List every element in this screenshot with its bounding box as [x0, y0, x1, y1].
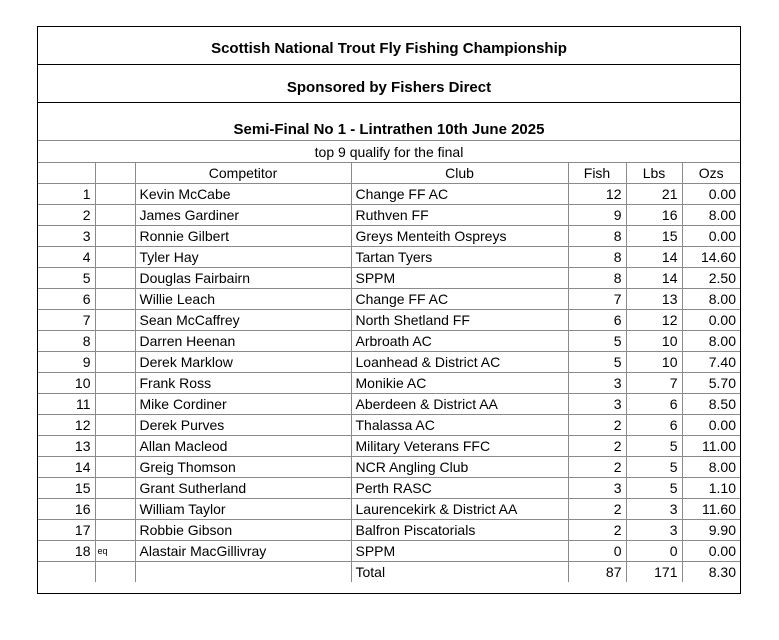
lbs-cell: 6 — [626, 415, 682, 436]
lbs-cell: 13 — [626, 289, 682, 310]
tag-cell — [95, 205, 135, 226]
results-table — [38, 163, 740, 582]
fish-cell: 3 — [568, 373, 626, 394]
position-cell: 9 — [38, 352, 95, 373]
fish-cell: 8 — [568, 226, 626, 247]
club-cell: Tartan Tyers — [351, 247, 568, 268]
competitor-cell: Alastair MacGillivray — [135, 541, 351, 562]
lbs-cell: 0 — [626, 541, 682, 562]
header-ozs: Ozs — [682, 163, 740, 184]
ozs-cell: 8.00 — [682, 205, 740, 226]
tag-cell — [95, 247, 135, 268]
table-row — [38, 289, 740, 310]
tag-cell — [95, 310, 135, 331]
position-cell: 14 — [38, 457, 95, 478]
table-row — [38, 331, 740, 352]
lbs-cell: 5 — [626, 478, 682, 499]
table-row — [38, 247, 740, 268]
total-empty-cell — [38, 562, 95, 583]
tag-cell — [95, 268, 135, 289]
position-cell: 6 — [38, 289, 95, 310]
event-title: Semi-Final No 1 - Lintrathen 10th June 2025 — [233, 121, 545, 138]
header-fish: Fish — [568, 163, 626, 184]
lbs-cell: 14 — [626, 247, 682, 268]
fish-cell: 2 — [568, 520, 626, 541]
ozs-cell: 8.50 — [682, 394, 740, 415]
competitor-cell: Grant Sutherland — [135, 478, 351, 499]
competitor-cell: Derek Purves — [135, 415, 351, 436]
ozs-cell: 14.60 — [682, 247, 740, 268]
table-row — [38, 268, 740, 289]
results-table-body — [38, 163, 740, 582]
competitor-cell: Darren Heenan — [135, 331, 351, 352]
club-cell: Ruthven FF — [351, 205, 568, 226]
sheet-title: Scottish National Trout Fly Fishing Championship — [211, 40, 567, 57]
competitor-cell: Mike Cordiner — [135, 394, 351, 415]
tag-cell — [95, 373, 135, 394]
table-row — [38, 541, 740, 562]
fish-cell: 8 — [568, 268, 626, 289]
ozs-cell: 8.00 — [682, 331, 740, 352]
table-header-row — [38, 163, 740, 184]
total-empty-cell — [135, 562, 351, 583]
position-cell: 1 — [38, 184, 95, 205]
ozs-cell: 8.00 — [682, 457, 740, 478]
tag-cell — [95, 520, 135, 541]
total-ozs: 8.30 — [682, 562, 740, 583]
table-row — [38, 184, 740, 205]
fish-cell: 2 — [568, 436, 626, 457]
table-row — [38, 478, 740, 499]
position-cell: 15 — [38, 478, 95, 499]
lbs-cell: 5 — [626, 457, 682, 478]
header-tag-cell — [95, 163, 135, 184]
tag-cell — [95, 436, 135, 457]
ozs-cell: 0.00 — [682, 310, 740, 331]
competitor-cell: William Taylor — [135, 499, 351, 520]
table-row — [38, 457, 740, 478]
total-lbs: 171 — [626, 562, 682, 583]
competitor-cell: James Gardiner — [135, 205, 351, 226]
table-row — [38, 436, 740, 457]
tag-cell — [95, 415, 135, 436]
club-cell: Military Veterans FFC — [351, 436, 568, 457]
competitor-cell: Kevin McCabe — [135, 184, 351, 205]
ozs-cell: 2.50 — [682, 268, 740, 289]
table-row — [38, 310, 740, 331]
lbs-cell: 6 — [626, 394, 682, 415]
fish-cell: 0 — [568, 541, 626, 562]
header-lbs: Lbs — [626, 163, 682, 184]
lbs-cell: 21 — [626, 184, 682, 205]
club-cell: Arbroath AC — [351, 331, 568, 352]
table-row — [38, 394, 740, 415]
club-cell: Loanhead & District AC — [351, 352, 568, 373]
lbs-cell: 5 — [626, 436, 682, 457]
table-row — [38, 352, 740, 373]
total-fish: 87 — [568, 562, 626, 583]
fish-cell: 12 — [568, 184, 626, 205]
competitor-cell: Allan Macleod — [135, 436, 351, 457]
fish-cell: 2 — [568, 457, 626, 478]
ozs-cell: 5.70 — [682, 373, 740, 394]
header-club: Club — [351, 163, 568, 184]
tag-cell — [95, 394, 135, 415]
competitor-cell: Tyler Hay — [135, 247, 351, 268]
total-empty-cell — [95, 562, 135, 583]
lbs-cell: 10 — [626, 352, 682, 373]
table-row — [38, 499, 740, 520]
fish-cell: 2 — [568, 415, 626, 436]
competitor-cell: Douglas Fairbairn — [135, 268, 351, 289]
competitor-cell: Robbie Gibson — [135, 520, 351, 541]
lbs-cell: 14 — [626, 268, 682, 289]
qualify-note-row — [38, 141, 740, 163]
position-cell: 8 — [38, 331, 95, 352]
club-cell: Laurencekirk & District AA — [351, 499, 568, 520]
tag-cell — [95, 457, 135, 478]
table-row — [38, 205, 740, 226]
club-cell: Thalassa AC — [351, 415, 568, 436]
ozs-cell: 9.90 — [682, 520, 740, 541]
club-cell: SPPM — [351, 268, 568, 289]
sheet-title-row — [38, 27, 740, 65]
competitor-cell: Frank Ross — [135, 373, 351, 394]
competitor-cell: Ronnie Gilbert — [135, 226, 351, 247]
club-cell: Change FF AC — [351, 184, 568, 205]
club-cell: Greys Menteith Ospreys — [351, 226, 568, 247]
position-cell: 16 — [38, 499, 95, 520]
position-cell: 3 — [38, 226, 95, 247]
fish-cell: 3 — [568, 394, 626, 415]
competitor-cell: Willie Leach — [135, 289, 351, 310]
position-cell: 4 — [38, 247, 95, 268]
ozs-cell: 7.40 — [682, 352, 740, 373]
competitor-cell: Derek Marklow — [135, 352, 351, 373]
total-label: Total — [351, 562, 568, 583]
position-cell: 2 — [38, 205, 95, 226]
position-cell: 11 — [38, 394, 95, 415]
tag-cell — [95, 226, 135, 247]
fish-cell: 7 — [568, 289, 626, 310]
table-row — [38, 415, 740, 436]
results-sheet — [37, 26, 741, 594]
lbs-cell: 3 — [626, 520, 682, 541]
tag-cell — [95, 499, 135, 520]
table-row — [38, 226, 740, 247]
position-cell: 17 — [38, 520, 95, 541]
ozs-cell: 11.00 — [682, 436, 740, 457]
ozs-cell: 0.00 — [682, 184, 740, 205]
lbs-cell: 10 — [626, 331, 682, 352]
header-position-cell — [38, 163, 95, 184]
club-cell: NCR Angling Club — [351, 457, 568, 478]
fish-cell: 9 — [568, 205, 626, 226]
lbs-cell: 7 — [626, 373, 682, 394]
ozs-cell: 11.60 — [682, 499, 740, 520]
club-cell: SPPM — [351, 541, 568, 562]
ozs-cell: 0.00 — [682, 415, 740, 436]
tag-cell — [95, 478, 135, 499]
fish-cell: 5 — [568, 331, 626, 352]
ozs-cell: 0.00 — [682, 226, 740, 247]
lbs-cell: 16 — [626, 205, 682, 226]
fish-cell: 6 — [568, 310, 626, 331]
club-cell: Change FF AC — [351, 289, 568, 310]
tag-cell — [95, 184, 135, 205]
position-cell: 18 — [38, 541, 95, 562]
club-cell: Monikie AC — [351, 373, 568, 394]
ozs-cell: 1.10 — [682, 478, 740, 499]
position-cell: 13 — [38, 436, 95, 457]
tag-cell — [95, 289, 135, 310]
fish-cell: 3 — [568, 478, 626, 499]
tag-cell — [95, 352, 135, 373]
competitor-cell: Sean McCaffrey — [135, 310, 351, 331]
club-cell: Perth RASC — [351, 478, 568, 499]
club-cell: Balfron Piscatorials — [351, 520, 568, 541]
lbs-cell: 3 — [626, 499, 682, 520]
event-row — [38, 103, 740, 141]
total-row — [38, 562, 740, 583]
competitor-cell: Greig Thomson — [135, 457, 351, 478]
qualify-note: top 9 qualify for the final — [314, 144, 464, 160]
tag-cell — [95, 331, 135, 352]
lbs-cell: 12 — [626, 310, 682, 331]
ozs-cell: 0.00 — [682, 541, 740, 562]
position-cell: 10 — [38, 373, 95, 394]
tag-cell: eq — [95, 541, 135, 562]
table-row — [38, 520, 740, 541]
sponsor-row — [38, 65, 740, 103]
sponsor-text: Sponsored by Fishers Direct — [286, 79, 492, 96]
ozs-cell: 8.00 — [682, 289, 740, 310]
table-row — [38, 373, 740, 394]
fish-cell: 8 — [568, 247, 626, 268]
fish-cell: 2 — [568, 499, 626, 520]
position-cell: 5 — [38, 268, 95, 289]
fish-cell: 5 — [568, 352, 626, 373]
position-cell: 7 — [38, 310, 95, 331]
club-cell: Aberdeen & District AA — [351, 394, 568, 415]
position-cell: 12 — [38, 415, 95, 436]
header-competitor: Competitor — [135, 163, 351, 184]
lbs-cell: 15 — [626, 226, 682, 247]
club-cell: North Shetland FF — [351, 310, 568, 331]
